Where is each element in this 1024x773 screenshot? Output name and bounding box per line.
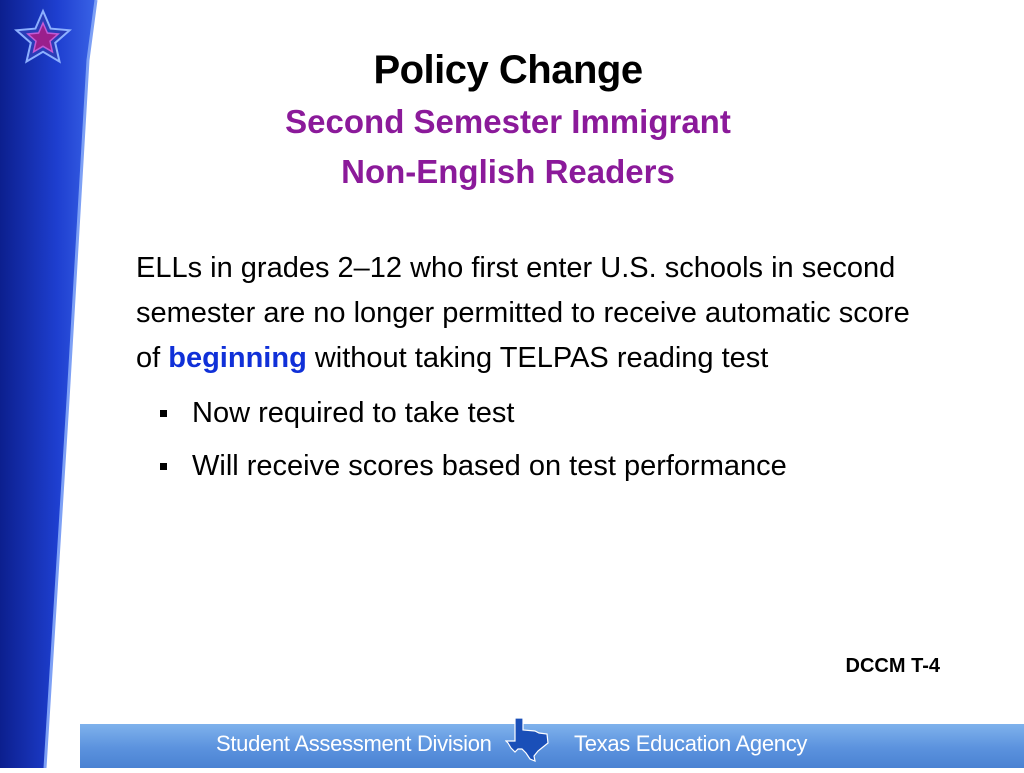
bullet-item: [136, 387, 936, 440]
paragraph-text-end: without taking TELPAS reading test: [306, 342, 769, 374]
star-icon: [12, 8, 74, 70]
square-bullet-icon: [160, 463, 167, 470]
slide-title: Policy Change: [373, 48, 643, 92]
sidebar-decoration: [0, 0, 110, 768]
bullet-list: [136, 387, 936, 493]
paragraph-text-start: ELLs in grades 2–12 who first enter U.S. schools in second semester are no longer permitted to receive automatic score of: [136, 252, 910, 374]
texas-map-icon: [505, 716, 551, 762]
bullet-text: Will receive scores based on test performance: [192, 450, 787, 482]
square-bullet-icon: [160, 410, 167, 417]
title-block: [110, 44, 906, 196]
slide-subtitle-line-1: Second Semester Immigrant: [285, 103, 731, 140]
body-paragraph: [136, 246, 936, 381]
slide-subtitle-line-2: Non-English Readers: [341, 153, 675, 190]
highlighted-term: beginning: [168, 342, 307, 374]
slide-body: [136, 246, 936, 493]
bullet-item: [136, 440, 936, 493]
slide-code: DCCM T-4: [845, 655, 940, 677]
footer-division-label: Student Assessment Division: [216, 731, 492, 756]
bullet-text: Now required to take test: [192, 397, 515, 429]
footer-agency-label: Texas Education Agency: [574, 731, 808, 756]
